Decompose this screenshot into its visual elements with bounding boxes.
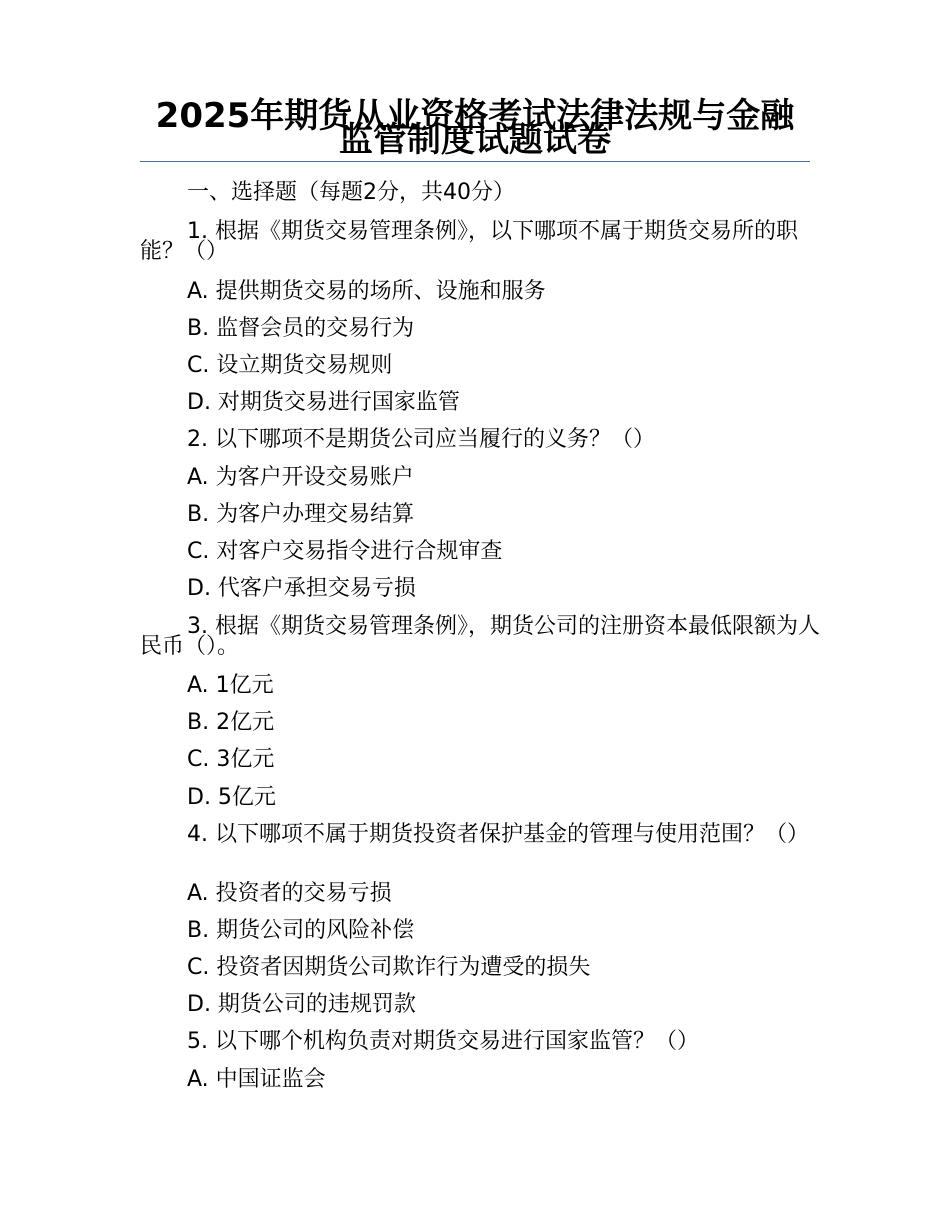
question-3-option-d: D. 5亿元 (187, 785, 276, 810)
question-1-option-c: C. 设立期货交易规则 (187, 353, 393, 378)
question-4-option-c: C. 投资者因期货公司欺诈行为遭受的损失 (187, 955, 591, 980)
question-2-option-c: C. 对客户交易指令进行合规审查 (187, 539, 503, 564)
question-1-option-d: D. 对期货交易进行国家监管 (187, 390, 460, 415)
question-1-option-b: B. 监督会员的交易行为 (187, 316, 415, 341)
question-2-option-d: D. 代客户承担交易亏损 (187, 576, 416, 601)
question-4-option-a: A. 投资者的交易亏损 (187, 881, 392, 906)
question-5-stem: 5. 以下哪个机构负责对期货交易进行国家监管？（） (187, 1029, 699, 1054)
question-4-option-b: B. 期货公司的风险补偿 (187, 918, 415, 943)
question-2-stem: 2. 以下哪项不是期货公司应当履行的义务？（） (187, 427, 655, 452)
question-3-option-b: B. 2亿元 (187, 710, 275, 735)
title-underline (140, 161, 810, 162)
question-1-stem: 1. 根据《期货交易管理条例》，以下哪项不属于期货交易所的职能？（） (140, 219, 798, 264)
question-4-stem: 4. 以下哪项不属于期货投资者保护基金的管理与使用范围？（） (187, 822, 809, 847)
question-3-option-c: C. 3亿元 (187, 747, 275, 772)
question-5-option-a: A. 中国证监会 (187, 1067, 326, 1092)
section-heading: 一、选择题（每题2分，共40分） (187, 180, 515, 205)
question-2-option-a: A. 为客户开设交易账户 (187, 465, 414, 490)
question-1-option-a: A. 提供期货交易的场所、设施和服务 (187, 279, 546, 304)
document-title: 2025年期货从业资格考试法律法规与金融监管制度试题试卷 (155, 96, 795, 160)
question-3-option-a: A. 1亿元 (187, 673, 274, 698)
question-3-stem: 3. 根据《期货交易管理条例》，期货公司的注册资本最低限额为人民币（）。 (140, 614, 820, 659)
question-2-option-b: B. 为客户办理交易结算 (187, 502, 415, 527)
question-4-option-d: D. 期货公司的违规罚款 (187, 992, 416, 1017)
